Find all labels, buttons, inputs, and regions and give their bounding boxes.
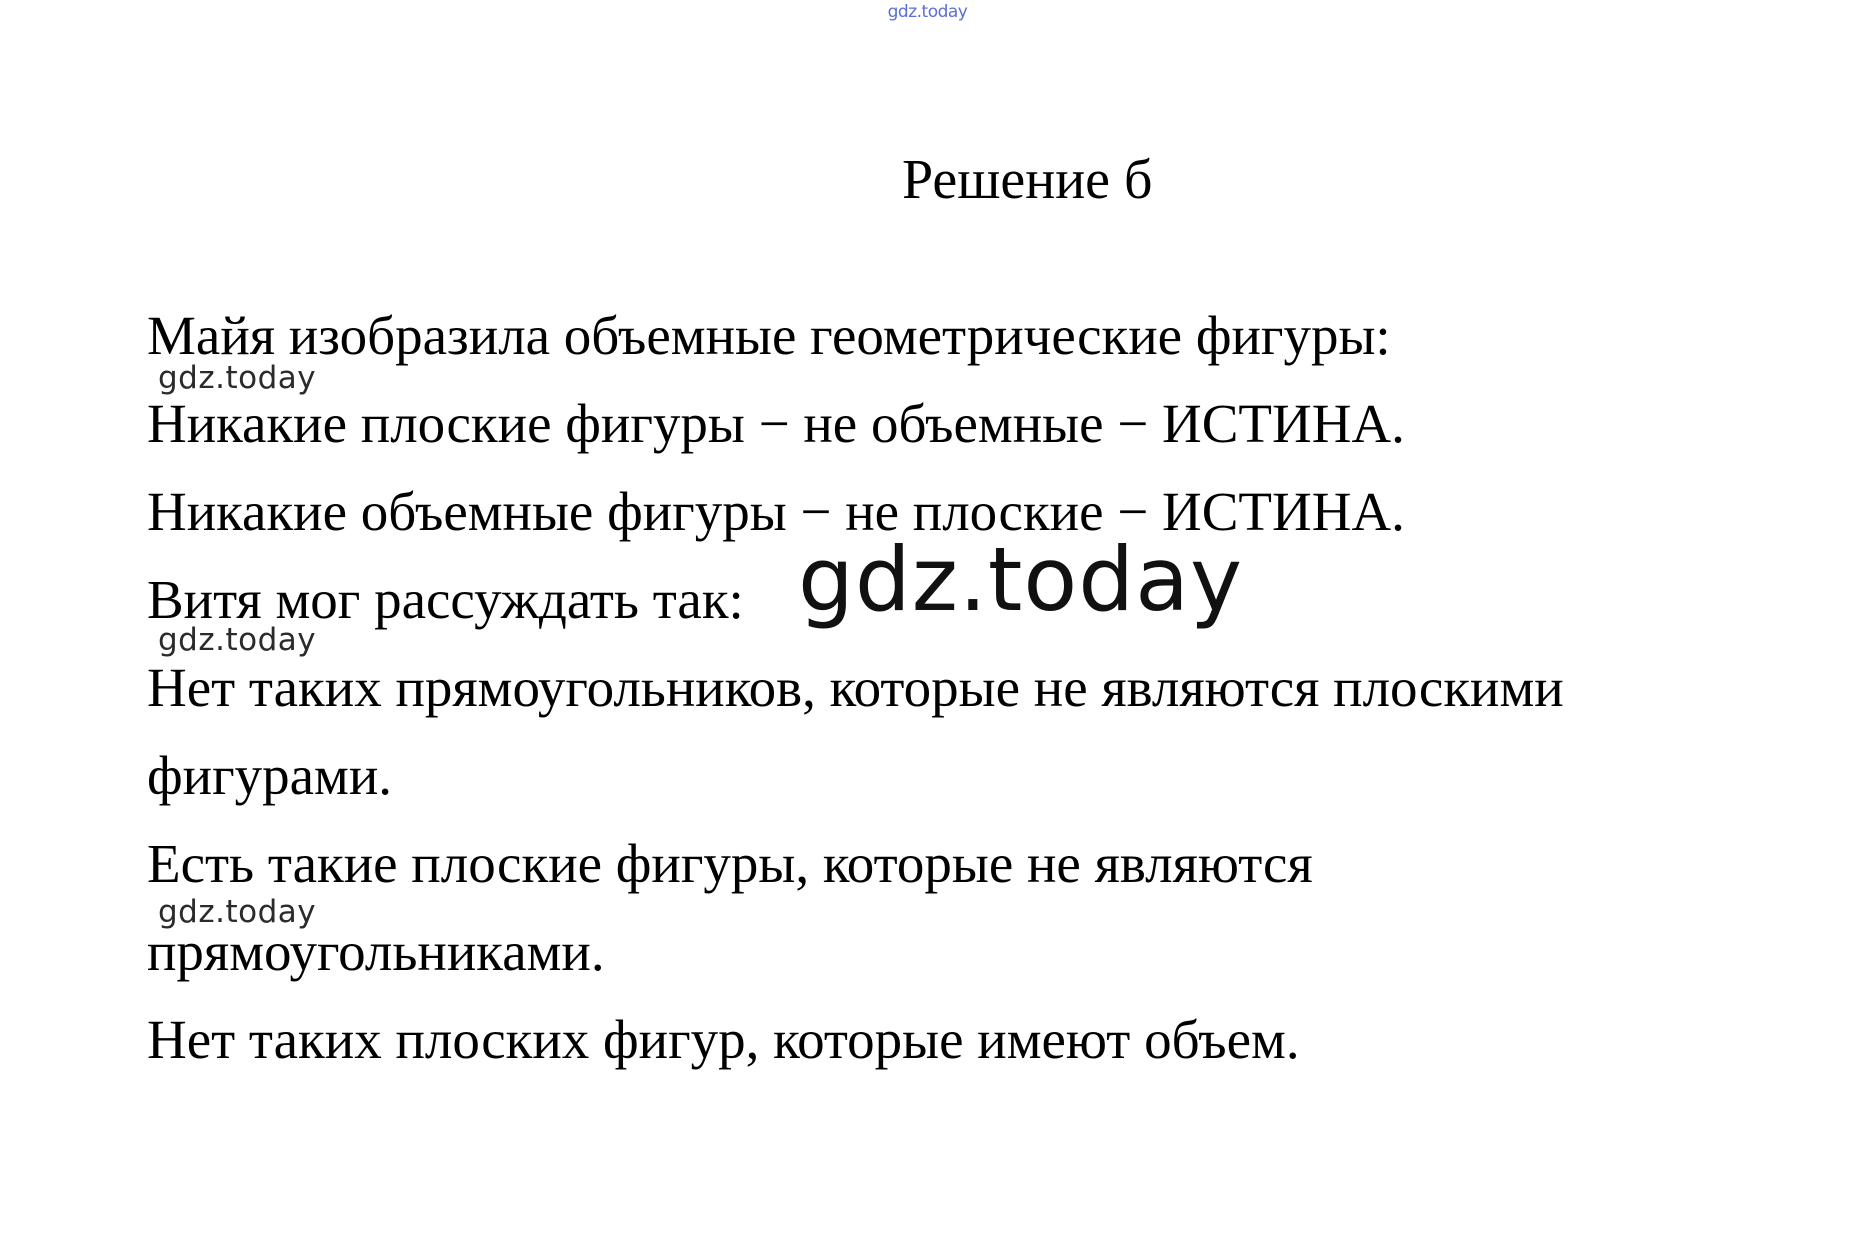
page-title: Решение б <box>902 149 1153 211</box>
watermark-large: gdz.today <box>798 528 1244 631</box>
text-line-3: Никакие объемные фигуры − не плоские − ИСТИНА. <box>147 481 1405 542</box>
text-line-9: Нет таких плоских фигур, которые имеют объем. <box>147 1009 1300 1070</box>
watermark-top: gdz.today <box>887 2 968 22</box>
text-line-5: Нет таких прямоугольников, которые не являются плоскими <box>147 657 1564 718</box>
text-line-8: прямоугольниками. <box>147 921 605 982</box>
watermark-small: gdz.today <box>158 622 317 658</box>
text-line-7: Есть такие плоские фигуры, которые не являются <box>147 833 1313 894</box>
watermark-small: gdz.today <box>158 894 317 930</box>
text-line-2: Никакие плоские фигуры − не объемные − ИСТИНА. <box>147 393 1405 454</box>
text-line-1: Майя изобразила объемные геометрические фигуры: <box>147 305 1391 366</box>
text-line-4: Витя мог рассуждать так: <box>147 569 744 630</box>
watermark-small: gdz.today <box>158 360 317 396</box>
text-line-6: фигурами. <box>147 745 393 806</box>
